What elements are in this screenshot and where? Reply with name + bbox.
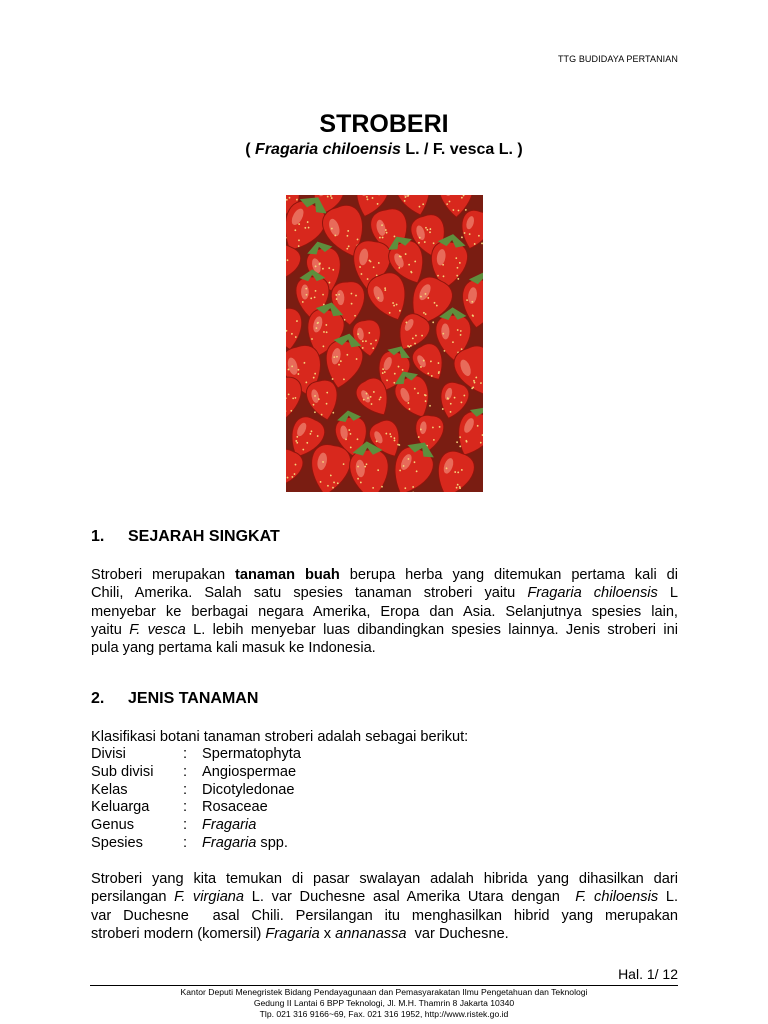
section-2-title: JENIS TANAMAN [128,690,259,707]
paragraph-line: yaitu F. vesca L. lebih menyebar luas dibandingkan spesies lainnya. Jenis stroberi ini [91,621,678,638]
subtitle-rest: L. / F. vesca L. ) [400,141,523,158]
paragraph-line: var Duchesne asal Chili. Persilangan itu menghasilkan hibrid yang merupakan [91,907,678,924]
paragraph-line: pula yang pertama kali masuk ke Indonesia. [91,640,376,657]
strawberry [429,447,478,492]
strawberries-photo [286,195,483,492]
section-2-paragraph [91,870,678,943]
paragraph-line: persilangan F. virgiana L. var Duchesne asal Amerika Utara dengan F. chiloensis L. [91,889,678,906]
page-footer [90,987,678,1021]
subtitle-species-italic: Fragaria chiloensis [255,141,401,158]
page-title: STROBERI [319,110,449,138]
paragraph-line: menyebar ke berbagai negara Amerika, Eropa dan Asia. Selanjutnya spesies lain, [91,603,678,620]
classification-row: Divisi : Spermatophyta [91,746,301,762]
classification-row: Sub divisi : Angiospermae [91,763,297,780]
subtitle-open: ( [245,141,256,158]
section-1-title: SEJARAH SINGKAT [128,528,280,545]
footer-line-3: Tlp. 021 316 9166~69, Fax. 021 316 1952, http://www.ristek.go.id [259,1009,509,1020]
footer-line-2: Gedung II Lantai 6 BPP Teknologi, Jl. M.H. Thamrin 8 Jakarta 10340 [253,998,515,1009]
classification-row: Genus : Fragaria [91,817,257,834]
section-1-number: 1. [91,528,105,545]
footer-divider [90,985,678,986]
paragraph-line: Stroberi merupakan tanaman buah berupa herba yang ditemukan pertama kali di [91,567,678,583]
running-header: TTG BUDIDAYA PERTANIAN [557,54,678,64]
italic-species: F. vesca [129,621,186,638]
paragraph-line: stroberi modern (komersil) Fragaria x annanassa var Duchesne. [91,925,509,942]
paragraph-line: Chili, Amerika. Salah satu spesies tanaman stroberi yaitu Fragaria chiloensis L [91,585,679,602]
classification-intro: Klasifikasi botani tanaman stroberi adalah sebagai berikut: [91,729,469,745]
section-1-paragraph [91,566,678,657]
italic-species: Fragaria chiloensis [527,585,658,602]
footer-line-1: Kantor Deputi Menegristek Bidang Pendayagunaan dan Pemasyarakatan Ilmu Pengetahuan dan Teknologi [180,987,588,997]
page-number: Hal. 1/ 12 [618,966,678,982]
section-2-number: 2. [91,690,105,707]
strawberries-illustration [286,195,483,492]
classification-row: Spesies : Fragaria spp. [91,834,288,851]
section-1-heading [91,528,280,546]
bold-phrase: tanaman buah [235,567,340,583]
paragraph-line: Stroberi yang kita temukan di pasar swalayan adalah hibrida yang dihasilkan dari [91,871,678,887]
section-2-heading [91,690,258,708]
classification-row: Keluarga : Rosaceae [91,799,268,816]
strawberry [286,377,302,418]
classification-table [91,746,301,853]
page-subtitle [0,141,768,159]
classification-row: Kelas : Dicotyledonae [91,781,295,798]
